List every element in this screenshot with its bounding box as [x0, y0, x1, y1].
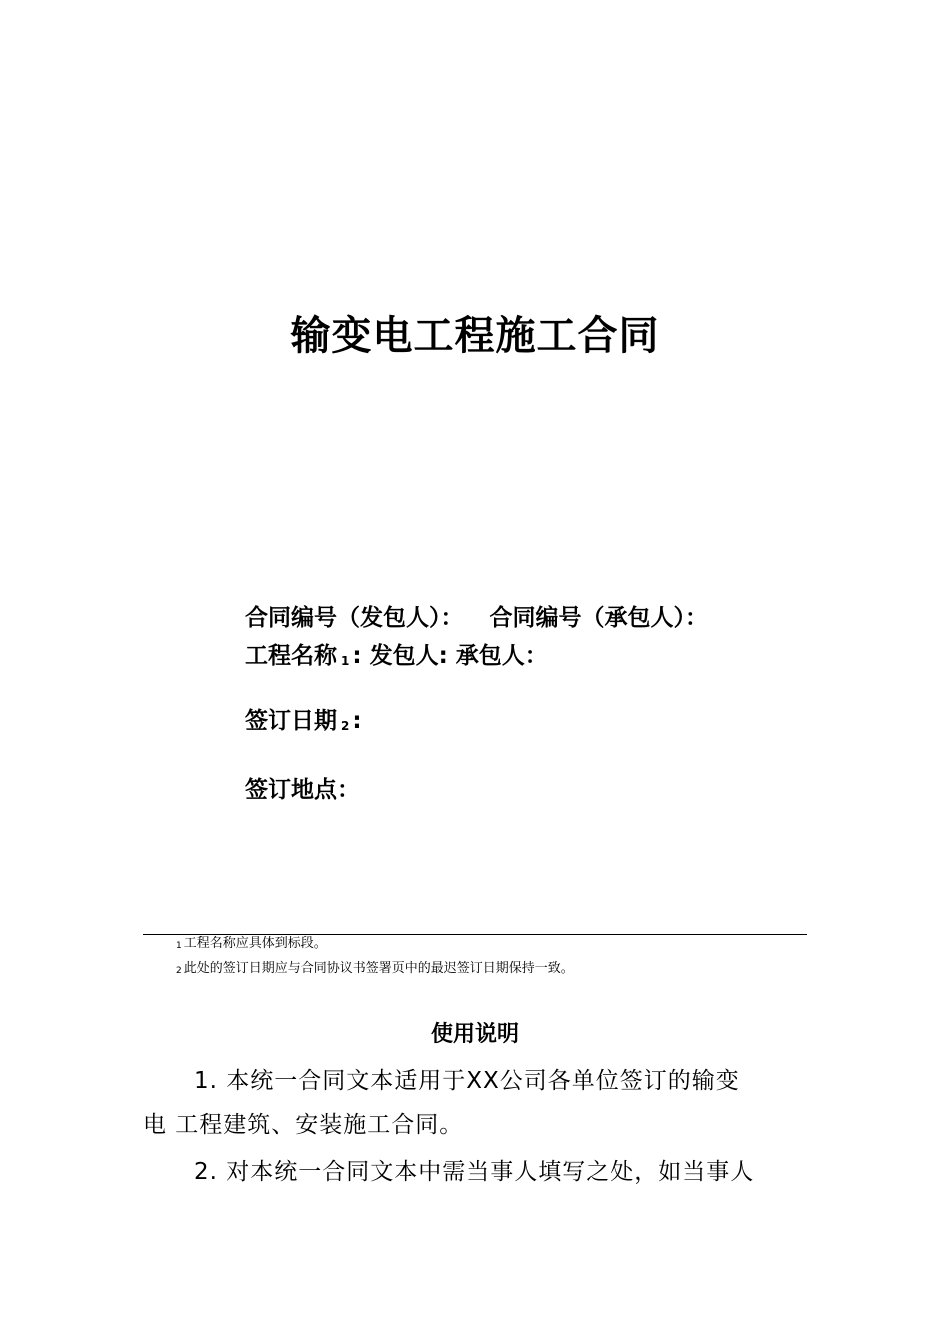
parties-line	[245, 639, 548, 676]
footnote-2	[176, 960, 574, 979]
contract-number-employer-label: 合同编号（发包人）：	[245, 605, 464, 631]
signing-date-label: 签订日期	[245, 708, 337, 734]
footnote-2-text: 此处的签订日期应与合同协议书签署页中的最迟签订日期保持一致。	[183, 961, 574, 976]
signing-place-label: 签订地点：	[245, 777, 360, 803]
instruction-item-1-line-1: 1. 本统一合同文本适用于XX公司各单位签订的输变	[194, 1068, 740, 1094]
signing-date-line	[245, 704, 362, 741]
contract-number-contractor-label: 合同编号（承包人）：	[489, 605, 708, 631]
instructions-heading: 使用说明	[430, 1022, 519, 1047]
footnote-1-text: 工程名称应具体到标段。	[183, 936, 327, 951]
footnote-2-mark: 2	[176, 966, 182, 976]
project-name-label: 工程名称	[245, 643, 337, 669]
contract-number-line	[245, 601, 708, 635]
footnote-ref-1[interactable]: 1	[341, 654, 350, 668]
signing-date-colon: :	[352, 708, 362, 734]
footnote-1	[176, 935, 327, 954]
document-title: 输变电工程施工合同	[290, 313, 660, 359]
instruction-item-1-line-2: 电 工程建筑、安装施工合同。	[143, 1112, 464, 1138]
employer-label: 发包人:	[369, 643, 448, 669]
footnote-ref-2[interactable]: 2	[341, 719, 350, 733]
contractor-label: 承包人：	[455, 643, 548, 669]
project-name-colon: :	[352, 643, 362, 669]
instruction-item-2-line-1: 2. 对本统一合同文本中需当事人填写之处，如当事人	[194, 1159, 755, 1185]
footnote-1-mark: 1	[176, 941, 182, 951]
signing-place-line	[245, 773, 360, 807]
